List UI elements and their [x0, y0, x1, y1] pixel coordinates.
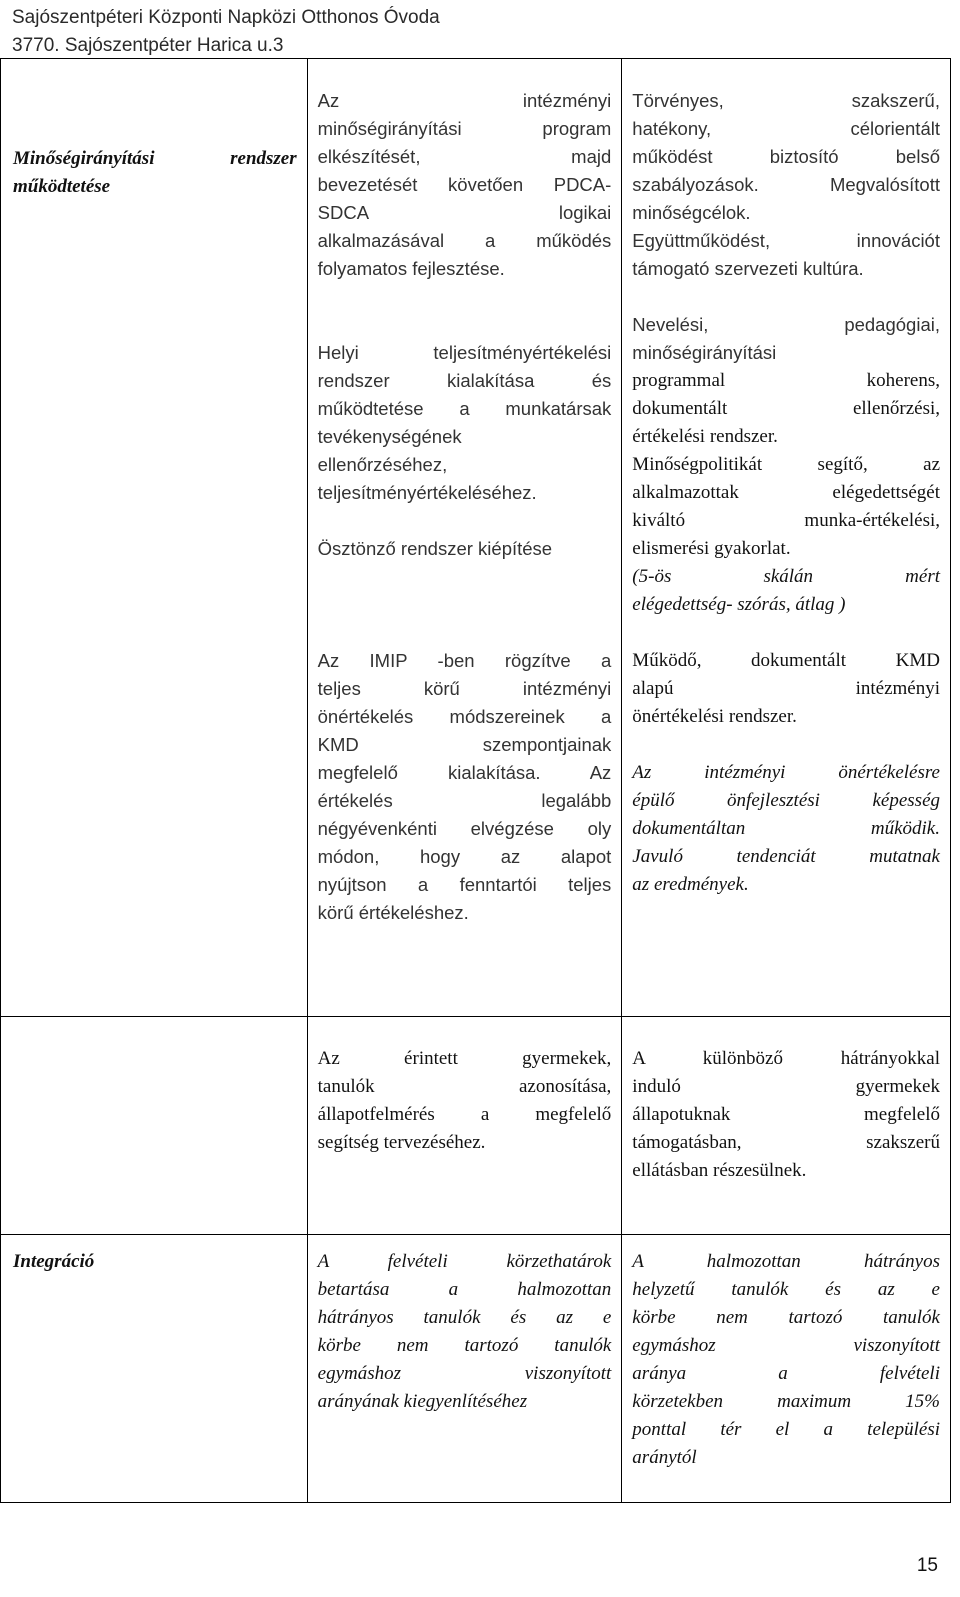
result-cell: A halmozottan hátrányos helyzetű tanulók és az e körbe nem tartozó tanulók egymáshoz viszonyított aránya a felvételi körzetekben maximum 15% ponttal tér el a települési aránytól: [622, 1235, 951, 1503]
result-block-2: Nevelési, pedagógiai, minőségirányítási programmal koherens, dokumentált ellenőrzési, értékelési rendszer. Minőségpolitikát segítő, az alkalmazottak elégedettségét kiváltó munka-értékelési, elismerési gyakorlat. (5-ös skálán mért elégedettség- szórás, átlag ): [632, 314, 940, 615]
table-row: [1, 59, 951, 1017]
document-header: [12, 4, 440, 60]
task-cell: [307, 59, 622, 1017]
institution-address: 3770. Sajószentpéter Harica u.3: [12, 35, 284, 56]
task-cell: A felvételi körzethatárok betartása a halmozottan hátrányos tanulók és az e körbe nem tartozó tanulók egymáshoz viszonyított arányának kiegyenlítéséhez: [307, 1235, 622, 1503]
area-cell: [1, 1235, 308, 1503]
result-cell: A különböző hátrányokkal induló gyermekek állapotuknak megfelelő támogatásban, szakszerű ellátásban részesülnek.: [622, 1017, 951, 1235]
area-label-line2: működtetése: [13, 176, 111, 197]
quality-plan-table: [0, 58, 951, 1503]
task-block-2: Helyi teljesítményértékelési rendszer kialakítása és működtetése a munkatársak tevékenységének ellenőrzéséhez, teljesítményértékeléséhez. Ösztönző rendszer kiépítése: [317, 342, 612, 559]
result-block-1: Törvényes, szakszerű, hatékony, célorientált működést biztosító belső szabályozások. Megvalósított minőségcélok. Együttműködést, innovációt támogató szervezeti kultúra.: [632, 90, 940, 279]
result-cell: [622, 59, 951, 1017]
table-row: [1, 1017, 951, 1235]
task-block-1: Az intézményi minőségirányítási program elkészítését, majd bevezetését követően PDCA- SDCA logikai alkalmazásával a működés folyamatos fejlesztése.: [317, 90, 612, 279]
area-cell: [1, 59, 308, 1017]
institution-name: Sajószentpéteri Központi Napközi Otthonos Óvoda: [12, 7, 440, 28]
result-block-3: Működő, dokumentált KMD alapú intézményi önértékelési rendszer. Az intézményi önértékelésre épülő önfejlesztési képesség dokumentáltan működik. Javuló tendenciát mutatnak az eredmények.: [632, 650, 940, 895]
area-cell: [1, 1017, 308, 1235]
page-number: 15: [916, 1555, 938, 1576]
area-label: Minőségirányítási rendszer: [13, 148, 297, 169]
task-block-3: Az IMIP -ben rögzítve a teljes körű intézményi önértékelés módszereinek a KMD szempontjainak megfelelő kialakítása. Az értékelés legalább négyévenkénti elvégzése oly módon, hogy az alapot nyújtson a fenntartói teljes körű értékeléshez.: [317, 650, 612, 923]
task-cell: Az érintett gyermekek, tanulók azonosítása, állapotfelmérés a megfelelő segítség tervezéséhez.: [307, 1017, 622, 1235]
table-row: [1, 1235, 951, 1503]
area-label: Integráció: [13, 1251, 95, 1272]
